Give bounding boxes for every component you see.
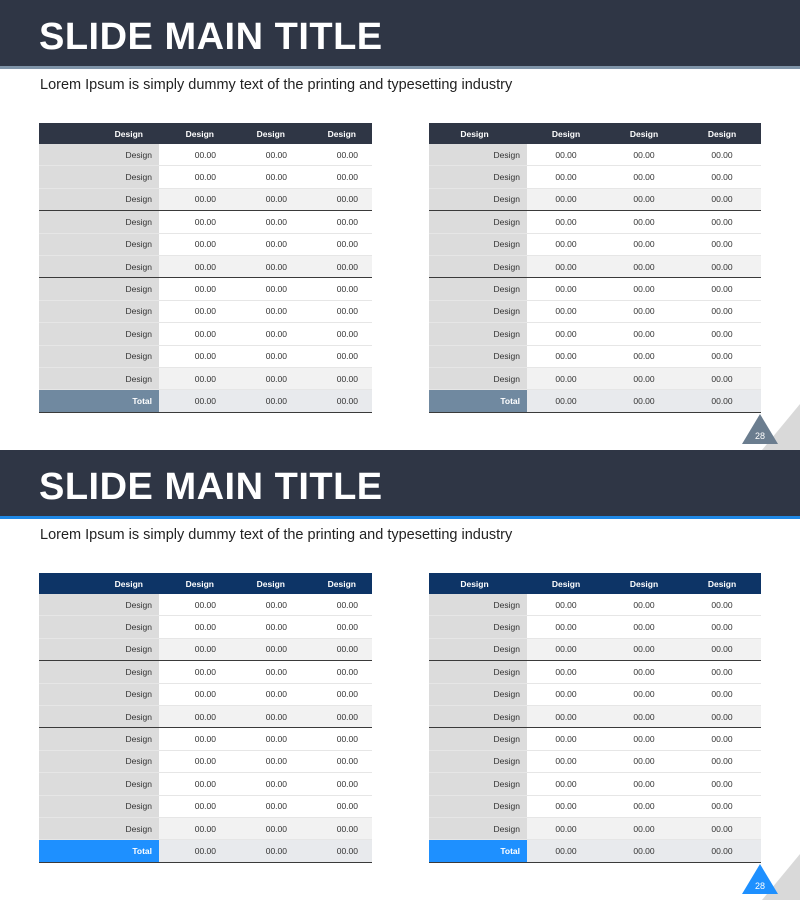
row-label: Design (39, 144, 159, 166)
table-cell: 00.00 (230, 817, 301, 839)
table-row (39, 323, 372, 345)
table-cell: 00.00 (683, 300, 761, 322)
table-row (39, 750, 372, 772)
table-cell: 00.00 (527, 323, 605, 345)
row-label: Design (39, 300, 159, 322)
total-cell: 00.00 (230, 840, 301, 862)
table-row (429, 795, 761, 817)
page-number-badge (710, 390, 800, 450)
table-cell: 00.00 (301, 188, 372, 210)
column-header: Design (301, 123, 372, 144)
table-cell: 00.00 (159, 166, 230, 188)
table-cell: 00.00 (230, 233, 301, 255)
row-label: Design (39, 323, 159, 345)
table-row (429, 817, 761, 839)
table-header-row (429, 573, 761, 594)
row-label: Design (429, 683, 527, 705)
table-cell: 00.00 (159, 323, 230, 345)
row-label: Design (429, 817, 527, 839)
table-cell: 00.00 (527, 367, 605, 389)
table-row (39, 166, 372, 188)
table-cell: 00.00 (301, 616, 372, 638)
table-cell: 00.00 (605, 144, 683, 166)
row-label: Design (39, 345, 159, 367)
row-label: Design (39, 211, 159, 233)
row-label: Design (39, 278, 159, 300)
total-cell: 00.00 (527, 840, 605, 862)
table-cell: 00.00 (230, 616, 301, 638)
table-cell: 00.00 (527, 211, 605, 233)
table-cell: 00.00 (230, 728, 301, 750)
row-label: Design (39, 750, 159, 772)
table-row (39, 817, 372, 839)
title-underline (0, 66, 800, 69)
table-row (39, 255, 372, 277)
row-label: Design (429, 300, 527, 322)
table-cell: 00.00 (683, 683, 761, 705)
table-cell: 00.00 (683, 278, 761, 300)
table-cell: 00.00 (230, 750, 301, 772)
table-cell: 00.00 (230, 323, 301, 345)
total-row (39, 390, 372, 412)
column-header: Design (527, 573, 605, 594)
table-row (39, 705, 372, 727)
table-row (429, 278, 761, 300)
table-cell: 00.00 (230, 300, 301, 322)
table-cell: 00.00 (230, 367, 301, 389)
slide-2 (0, 450, 800, 900)
table-cell: 00.00 (230, 683, 301, 705)
row-label: Design (39, 773, 159, 795)
table-cell: 00.00 (301, 817, 372, 839)
column-header: Design (429, 573, 527, 594)
slide-subtitle: Lorem Ipsum is simply dummy text of the printing and typesetting industry (40, 527, 513, 543)
table-row (39, 638, 372, 660)
table-cell: 00.00 (605, 233, 683, 255)
table-cell: 00.00 (527, 166, 605, 188)
total-cell: 00.00 (230, 390, 301, 412)
table-cell: 00.00 (230, 166, 301, 188)
data-table-right (429, 573, 761, 863)
table-cell: 00.00 (159, 817, 230, 839)
table-row (39, 345, 372, 367)
table-cell: 00.00 (159, 345, 230, 367)
table-cell: 00.00 (230, 705, 301, 727)
table-row (429, 300, 761, 322)
column-header: Design (605, 573, 683, 594)
table-row (39, 144, 372, 166)
title-bar (0, 0, 800, 66)
column-header: Design (301, 573, 372, 594)
row-label: Design (39, 166, 159, 188)
column-header: Design (683, 573, 761, 594)
row-label: Design (429, 773, 527, 795)
table-cell: 00.00 (683, 817, 761, 839)
row-label: Design (39, 594, 159, 616)
table-cell: 00.00 (527, 705, 605, 727)
data-table-left (39, 123, 372, 413)
table-row (429, 233, 761, 255)
column-header: Design (230, 573, 301, 594)
row-label: Design (429, 705, 527, 727)
table-cell: 00.00 (683, 345, 761, 367)
table-cell: 00.00 (527, 300, 605, 322)
table-cell: 00.00 (683, 367, 761, 389)
table-row (39, 300, 372, 322)
table-row (429, 345, 761, 367)
total-label: Total (429, 390, 527, 412)
row-label: Design (39, 616, 159, 638)
table-cell: 00.00 (301, 300, 372, 322)
row-label: Design (429, 594, 527, 616)
table-cell: 00.00 (605, 594, 683, 616)
table-cell: 00.00 (301, 661, 372, 683)
table-row (39, 278, 372, 300)
table-cell: 00.00 (230, 661, 301, 683)
data-table-right (429, 123, 761, 413)
table-cell: 00.00 (230, 188, 301, 210)
row-label: Design (429, 233, 527, 255)
table-cell: 00.00 (527, 144, 605, 166)
table-row (429, 773, 761, 795)
row-label: Design (39, 638, 159, 660)
table-cell: 00.00 (301, 638, 372, 660)
total-cell: 00.00 (301, 390, 372, 412)
table-cell: 00.00 (159, 728, 230, 750)
table-cell: 00.00 (527, 728, 605, 750)
table-row (429, 616, 761, 638)
table-header-row (39, 123, 372, 144)
row-label: Design (39, 255, 159, 277)
table-cell: 00.00 (230, 211, 301, 233)
table-cell: 00.00 (527, 817, 605, 839)
table-cell: 00.00 (605, 795, 683, 817)
table-cell: 00.00 (230, 278, 301, 300)
column-header: Design (159, 123, 230, 144)
row-label: Design (429, 661, 527, 683)
table-cell: 00.00 (301, 211, 372, 233)
table-row (429, 255, 761, 277)
table-row (429, 188, 761, 210)
table-cell: 00.00 (230, 795, 301, 817)
table-cell: 00.00 (301, 345, 372, 367)
table-cell: 00.00 (527, 188, 605, 210)
total-cell: 00.00 (159, 840, 230, 862)
table-row (39, 188, 372, 210)
total-cell: 00.00 (683, 840, 761, 862)
table-row (429, 683, 761, 705)
table-cell: 00.00 (230, 638, 301, 660)
table-cell: 00.00 (301, 233, 372, 255)
table-cell: 00.00 (605, 705, 683, 727)
table-cell: 00.00 (159, 661, 230, 683)
table-cell: 00.00 (159, 278, 230, 300)
total-label: Total (39, 390, 159, 412)
table-cell: 00.00 (230, 345, 301, 367)
table-row (429, 750, 761, 772)
table-cell: 00.00 (159, 144, 230, 166)
column-header: Design (683, 123, 761, 144)
table-cell: 00.00 (159, 683, 230, 705)
table-cell: 00.00 (301, 594, 372, 616)
table-cell: 00.00 (605, 683, 683, 705)
table-row (39, 728, 372, 750)
table-header-row (429, 123, 761, 144)
page-number: 28 (754, 881, 765, 891)
table-row (429, 144, 761, 166)
table-cell: 00.00 (683, 795, 761, 817)
column-header: Design (429, 123, 527, 144)
table-cell: 00.00 (605, 345, 683, 367)
page-number: 28 (754, 431, 765, 441)
table-row (39, 661, 372, 683)
table-cell: 00.00 (527, 278, 605, 300)
table-cell: 00.00 (159, 616, 230, 638)
table-cell: 00.00 (527, 638, 605, 660)
table-row (429, 705, 761, 727)
table-cell: 00.00 (301, 367, 372, 389)
table-cell: 00.00 (683, 323, 761, 345)
row-label: Design (429, 795, 527, 817)
column-header: Design (39, 123, 159, 144)
table-cell: 00.00 (159, 773, 230, 795)
table-cell: 00.00 (683, 750, 761, 772)
table-cell: 00.00 (301, 166, 372, 188)
table-row (429, 323, 761, 345)
table-row (429, 638, 761, 660)
table-cell: 00.00 (605, 323, 683, 345)
row-label: Design (429, 345, 527, 367)
table-cell: 00.00 (605, 367, 683, 389)
table-cell: 00.00 (301, 795, 372, 817)
row-label: Design (429, 255, 527, 277)
table-row (39, 233, 372, 255)
table-cell: 00.00 (159, 638, 230, 660)
slide-title: SLIDE MAIN TITLE (39, 466, 383, 508)
row-label: Design (39, 661, 159, 683)
row-label: Design (39, 817, 159, 839)
table-cell: 00.00 (527, 750, 605, 772)
row-label: Design (429, 211, 527, 233)
row-label: Design (429, 367, 527, 389)
table-header-row (39, 573, 372, 594)
table-row (39, 773, 372, 795)
table-cell: 00.00 (605, 278, 683, 300)
table-cell: 00.00 (605, 616, 683, 638)
table-cell: 00.00 (230, 255, 301, 277)
table-cell: 00.00 (683, 705, 761, 727)
table-cell: 00.00 (301, 255, 372, 277)
table-cell: 00.00 (683, 188, 761, 210)
table-cell: 00.00 (301, 278, 372, 300)
table-row (39, 594, 372, 616)
table-cell: 00.00 (159, 233, 230, 255)
table-cell: 00.00 (683, 255, 761, 277)
data-table-left (39, 573, 372, 863)
table-row (429, 211, 761, 233)
table-cell: 00.00 (159, 705, 230, 727)
table-row (39, 616, 372, 638)
title-underline (0, 516, 800, 519)
table-cell: 00.00 (605, 211, 683, 233)
table-cell: 00.00 (605, 750, 683, 772)
title-bar (0, 450, 800, 516)
table-cell: 00.00 (159, 211, 230, 233)
table-cell: 00.00 (159, 795, 230, 817)
table-cell: 00.00 (301, 705, 372, 727)
table-cell: 00.00 (683, 594, 761, 616)
table-cell: 00.00 (301, 773, 372, 795)
slide-subtitle: Lorem Ipsum is simply dummy text of the printing and typesetting industry (40, 77, 513, 93)
table-cell: 00.00 (527, 683, 605, 705)
table-cell: 00.00 (527, 255, 605, 277)
table-cell: 00.00 (605, 817, 683, 839)
table-cell: 00.00 (605, 661, 683, 683)
table-cell: 00.00 (527, 661, 605, 683)
table-cell: 00.00 (527, 233, 605, 255)
table-cell: 00.00 (159, 594, 230, 616)
table-cell: 00.00 (527, 345, 605, 367)
row-label: Design (429, 166, 527, 188)
table-cell: 00.00 (605, 638, 683, 660)
total-cell: 00.00 (301, 840, 372, 862)
table-cell: 00.00 (683, 211, 761, 233)
row-label: Design (39, 188, 159, 210)
row-label: Design (429, 728, 527, 750)
total-cell: 00.00 (605, 840, 683, 862)
row-label: Design (429, 638, 527, 660)
table-cell: 00.00 (605, 188, 683, 210)
table-cell: 00.00 (683, 233, 761, 255)
table-cell: 00.00 (159, 255, 230, 277)
table-cell: 00.00 (605, 300, 683, 322)
row-label: Design (39, 705, 159, 727)
row-label: Design (39, 728, 159, 750)
table-cell: 00.00 (159, 300, 230, 322)
table-row (39, 367, 372, 389)
column-header: Design (39, 573, 159, 594)
table-cell: 00.00 (159, 188, 230, 210)
table-cell: 00.00 (230, 773, 301, 795)
table-row (39, 683, 372, 705)
table-row (429, 661, 761, 683)
table-cell: 00.00 (527, 795, 605, 817)
table-cell: 00.00 (301, 750, 372, 772)
column-header: Design (527, 123, 605, 144)
table-cell: 00.00 (527, 616, 605, 638)
table-cell: 00.00 (605, 255, 683, 277)
table-cell: 00.00 (605, 773, 683, 795)
table-cell: 00.00 (683, 661, 761, 683)
row-label: Design (39, 795, 159, 817)
total-cell: 00.00 (605, 390, 683, 412)
table-row (39, 211, 372, 233)
total-row (39, 840, 372, 862)
total-cell: 00.00 (159, 390, 230, 412)
table-row (429, 728, 761, 750)
row-label: Design (429, 188, 527, 210)
column-header: Design (230, 123, 301, 144)
row-label: Design (39, 683, 159, 705)
total-label: Total (429, 840, 527, 862)
column-header: Design (159, 573, 230, 594)
row-label: Design (39, 367, 159, 389)
table-cell: 00.00 (683, 638, 761, 660)
total-label: Total (39, 840, 159, 862)
table-cell: 00.00 (683, 728, 761, 750)
table-cell: 00.00 (301, 144, 372, 166)
table-row (39, 795, 372, 817)
table-cell: 00.00 (527, 594, 605, 616)
page-number-badge (710, 840, 800, 900)
column-header: Design (605, 123, 683, 144)
table-cell: 00.00 (301, 323, 372, 345)
table-row (429, 594, 761, 616)
table-cell: 00.00 (605, 728, 683, 750)
table-cell: 00.00 (683, 166, 761, 188)
table-cell: 00.00 (683, 144, 761, 166)
table-cell: 00.00 (605, 166, 683, 188)
table-cell: 00.00 (230, 144, 301, 166)
row-label: Design (429, 278, 527, 300)
row-label: Design (429, 750, 527, 772)
row-label: Design (39, 233, 159, 255)
table-cell: 00.00 (230, 594, 301, 616)
total-cell: 00.00 (683, 390, 761, 412)
slide-title: SLIDE MAIN TITLE (39, 16, 383, 58)
table-cell: 00.00 (301, 683, 372, 705)
table-cell: 00.00 (683, 773, 761, 795)
table-cell: 00.00 (527, 773, 605, 795)
row-label: Design (429, 323, 527, 345)
table-cell: 00.00 (683, 616, 761, 638)
table-cell: 00.00 (301, 728, 372, 750)
table-row (429, 166, 761, 188)
table-cell: 00.00 (159, 750, 230, 772)
row-label: Design (429, 616, 527, 638)
row-label: Design (429, 144, 527, 166)
table-row (429, 367, 761, 389)
total-cell: 00.00 (527, 390, 605, 412)
table-cell: 00.00 (159, 367, 230, 389)
